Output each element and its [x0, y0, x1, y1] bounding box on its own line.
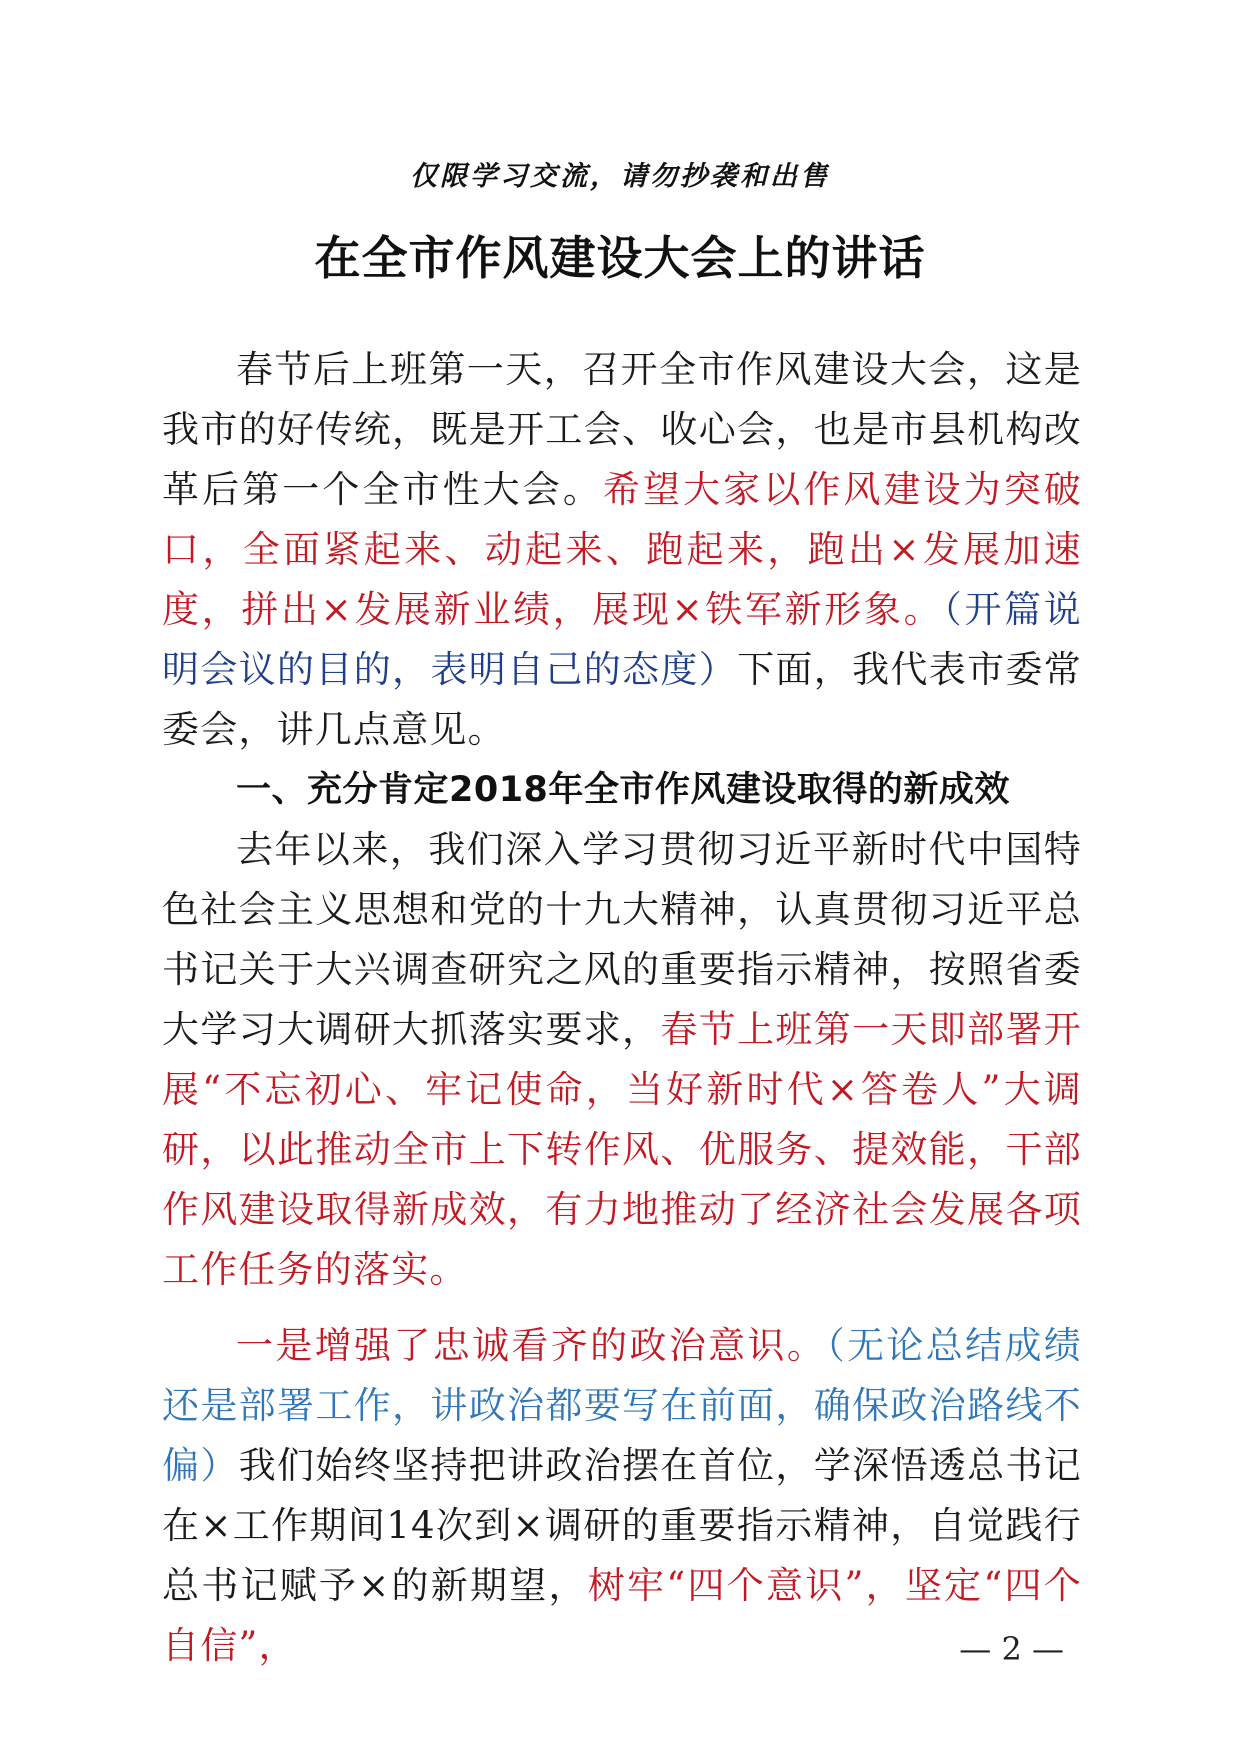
section-heading-1: 一、充分肯定2018年全市作风建设取得的新成效: [236, 770, 1010, 810]
paragraph-intro: [162, 340, 1082, 760]
political-highlight: 一是增强了忠诚看齐的政治意识。: [236, 1324, 827, 1367]
page-number: — 2 —: [959, 1630, 1064, 1668]
document-title: 在全市作风建设大会上的讲话: [314, 231, 926, 285]
political-annotation: （无论总结成绩还是部署工作，讲政治都要写在前面，确保政治路线不偏）: [162, 1324, 1083, 1487]
intro-annotation: （开篇说明会议的目的，表明自己的态度）: [162, 588, 1082, 691]
achievements-highlight: 春节上班第一天即部署开展“不忘初心、牢记使命，当好新时代×答卷人”大调研，以此推动全市上下转作风、优服务、提效能，干部作风建设取得新成效，有力地推动了经济社会发展各项工作任务的落实。: [162, 1008, 1082, 1291]
paragraph-political: [162, 1316, 1082, 1676]
intro-closing: 下面，我代表市委常委会，讲几点意见。: [162, 648, 1082, 751]
paragraph-achievements: [162, 820, 1082, 1300]
political-text: 我们始终坚持把讲政治摆在首位，学深悟透总书记在×工作期间14次到×调研的重要指示精神，自觉践行总书记赋予×的新期望，: [162, 1444, 1082, 1607]
intro-text: 春节后上班第一天，召开全市作风建设大会，这是我市的好传统，既是开工会、收心会，也是市县机构改革后第一个全市性大会。: [162, 348, 1082, 511]
usage-notice: 仅限学习交流，请勿抄袭和出售: [410, 161, 830, 192]
political-highlight-b: 树牢“四个意识”，坚定“四个自信”，: [162, 1564, 1083, 1667]
intro-highlight: 希望大家以作风建设为突破口，全面紧起来、动起来、跑起来，跑出×发展加速度，拼出×发展新业绩，展现×铁军新形象。: [162, 468, 1083, 631]
document-body: [162, 340, 1082, 1676]
paragraph-gap: [162, 1300, 1082, 1316]
achievements-text: 去年以来，我们深入学习贯彻习近平新时代中国特色社会主义思想和党的十九大精神，认真贯彻习近平总书记关于大兴调查研究之风的重要指示精神，按照省委大学习大调研大抓落实要求，: [162, 828, 1082, 1051]
